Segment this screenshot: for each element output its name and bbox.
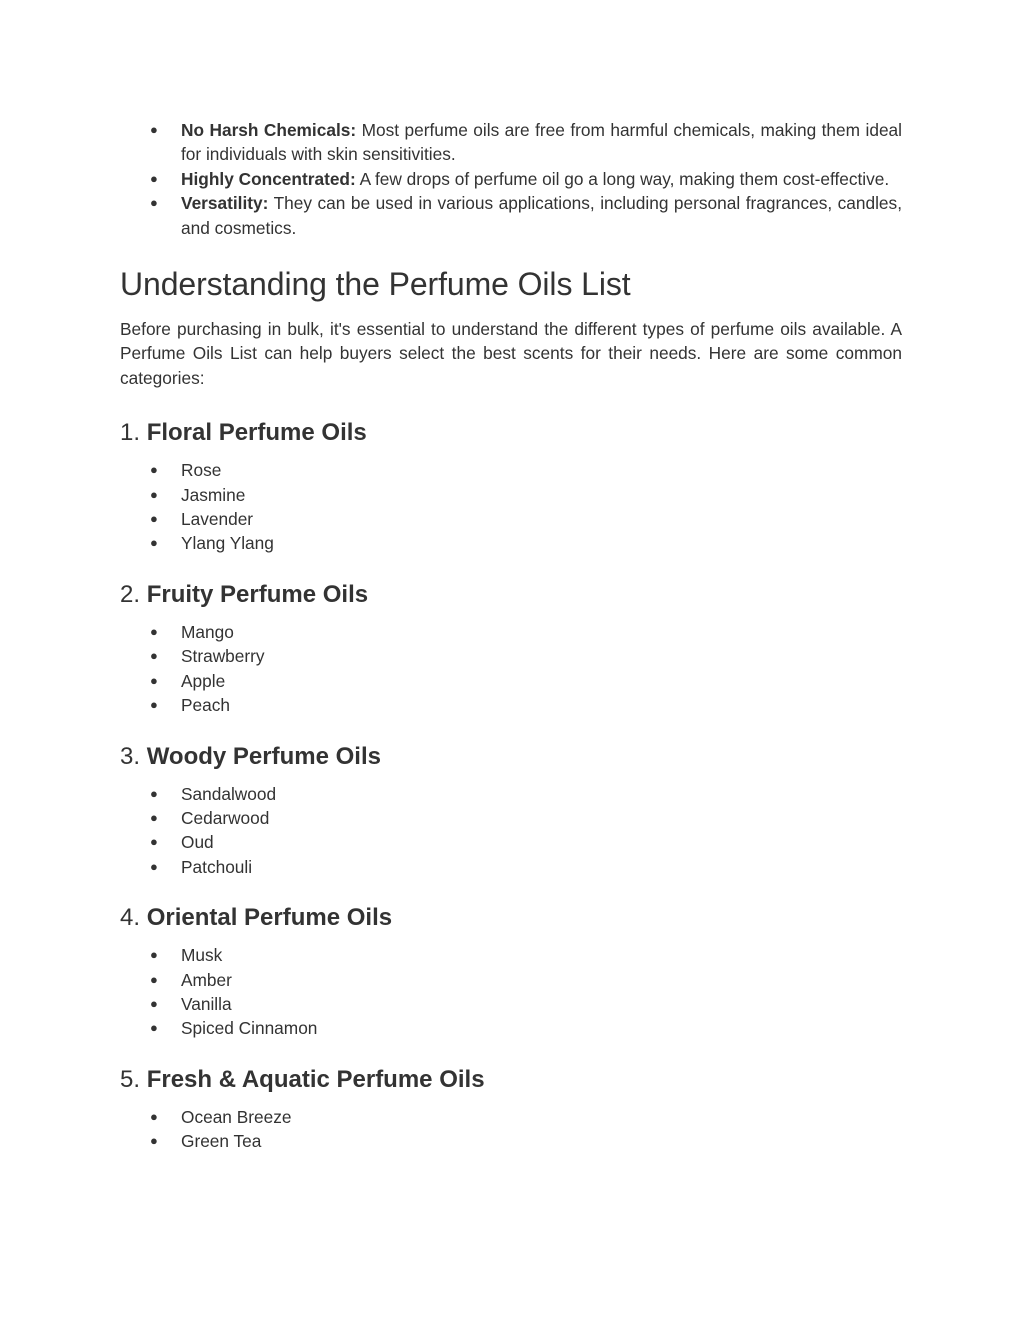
list-item xyxy=(120,968,902,992)
category-heading xyxy=(120,418,902,448)
list-item xyxy=(120,118,902,167)
category-item-label: Patchouli xyxy=(181,856,253,877)
category-items-list xyxy=(120,782,902,880)
benefit-term: Highly Concentrated: xyxy=(181,168,356,189)
document-page xyxy=(120,118,902,1154)
bullet-icon: ● xyxy=(150,1133,158,1149)
bullet-icon: ● xyxy=(150,623,158,639)
list-item xyxy=(120,167,902,191)
category-item-label: Mango xyxy=(181,621,234,642)
bullet-icon: ● xyxy=(150,809,158,825)
category-name: Floral Perfume Oils xyxy=(146,419,367,447)
category-item-label: Peach xyxy=(181,695,231,716)
category-item-label: Ylang Ylang xyxy=(181,533,274,554)
category-number: 1. xyxy=(120,419,141,447)
category-items-list xyxy=(120,620,902,718)
list-item xyxy=(120,458,902,482)
benefit-term: Versatility: xyxy=(181,193,269,214)
list-item xyxy=(120,830,902,854)
benefit-text: They can be used in various applications, including personal fragrances, candles, and cosmetics. xyxy=(181,193,902,238)
section-intro: Before purchasing in bulk, it's essential to understand the different types of perfume oils available. A Perfume Oils List can help buyers select the best scents for their needs. Here are some common categories: xyxy=(120,319,902,388)
bullet-icon: ● xyxy=(150,1108,158,1124)
bullet-icon: ● xyxy=(150,785,158,801)
category-section xyxy=(120,903,902,1041)
category-section xyxy=(120,742,902,880)
list-item xyxy=(120,1016,902,1040)
category-section xyxy=(120,1065,902,1154)
category-item-label: Sandalwood xyxy=(181,783,277,804)
category-heading xyxy=(120,742,902,772)
category-heading xyxy=(120,580,902,610)
category-item-label: Strawberry xyxy=(181,646,265,667)
list-item xyxy=(120,191,902,240)
list-item xyxy=(120,806,902,830)
category-item-label: Amber xyxy=(181,969,232,990)
category-heading xyxy=(120,1065,902,1095)
bullet-icon: ● xyxy=(150,122,158,137)
bullet-icon: ● xyxy=(150,834,158,850)
list-item xyxy=(120,855,902,879)
benefit-text: A few drops of perfume oil go a long way, making them cost-effective. xyxy=(359,168,890,189)
category-name: Fresh & Aquatic Perfume Oils xyxy=(146,1065,485,1093)
category-item-label: Green Tea xyxy=(181,1131,262,1152)
category-number: 4. xyxy=(120,904,141,932)
category-item-label: Ocean Breeze xyxy=(181,1106,292,1127)
category-items-list xyxy=(120,1105,902,1154)
bullet-icon: ● xyxy=(150,511,158,527)
category-item-label: Musk xyxy=(181,945,223,966)
bullet-icon: ● xyxy=(150,1020,158,1036)
category-heading xyxy=(120,903,902,933)
list-item xyxy=(120,620,902,644)
category-items-list xyxy=(120,458,902,556)
list-item xyxy=(120,669,902,693)
bullet-icon: ● xyxy=(150,462,158,478)
category-name: Oriental Perfume Oils xyxy=(146,904,393,932)
benefit-term: No Harsh Chemicals: xyxy=(181,120,357,140)
category-section xyxy=(120,580,902,718)
list-item xyxy=(120,693,902,717)
list-item xyxy=(120,1105,902,1129)
category-number: 2. xyxy=(120,580,141,608)
list-item xyxy=(120,483,902,507)
category-item-label: Rose xyxy=(181,460,222,481)
bullet-icon: ● xyxy=(150,697,158,713)
bullet-icon: ● xyxy=(150,486,158,502)
list-item xyxy=(120,782,902,806)
category-items-list xyxy=(120,943,902,1041)
list-item xyxy=(120,531,902,555)
bullet-icon: ● xyxy=(150,535,158,551)
list-item xyxy=(120,992,902,1016)
bullet-icon: ● xyxy=(150,947,158,963)
bullet-icon: ● xyxy=(150,995,158,1011)
category-name: Woody Perfume Oils xyxy=(146,742,381,770)
bullet-icon: ● xyxy=(150,971,158,987)
category-item-label: Cedarwood xyxy=(181,807,270,828)
list-item xyxy=(120,507,902,531)
category-item-label: Jasmine xyxy=(181,484,246,505)
list-item xyxy=(120,1129,902,1153)
category-item-label: Apple xyxy=(181,670,226,691)
categories-container xyxy=(120,418,902,1153)
section-title: Understanding the Perfume Oils List xyxy=(120,266,631,303)
category-item-label: Vanilla xyxy=(181,993,232,1014)
bullet-icon: ● xyxy=(150,195,158,211)
benefits-list xyxy=(120,118,902,240)
benefit-text: Most perfume oils are free from harmful chemicals, making them ideal for individuals with skin sensitivities. xyxy=(181,120,903,165)
list-item xyxy=(120,644,902,668)
category-name: Fruity Perfume Oils xyxy=(146,580,369,608)
category-section xyxy=(120,418,902,556)
category-item-label: Spiced Cinnamon xyxy=(181,1018,318,1039)
bullet-icon: ● xyxy=(150,858,158,874)
bullet-icon: ● xyxy=(150,170,158,186)
category-item-label: Lavender xyxy=(181,509,254,530)
category-number: 3. xyxy=(120,742,141,770)
bullet-icon: ● xyxy=(150,648,158,664)
category-number: 5. xyxy=(120,1065,141,1093)
category-item-label: Oud xyxy=(181,832,214,853)
list-item xyxy=(120,943,902,967)
bullet-icon: ● xyxy=(150,672,158,688)
